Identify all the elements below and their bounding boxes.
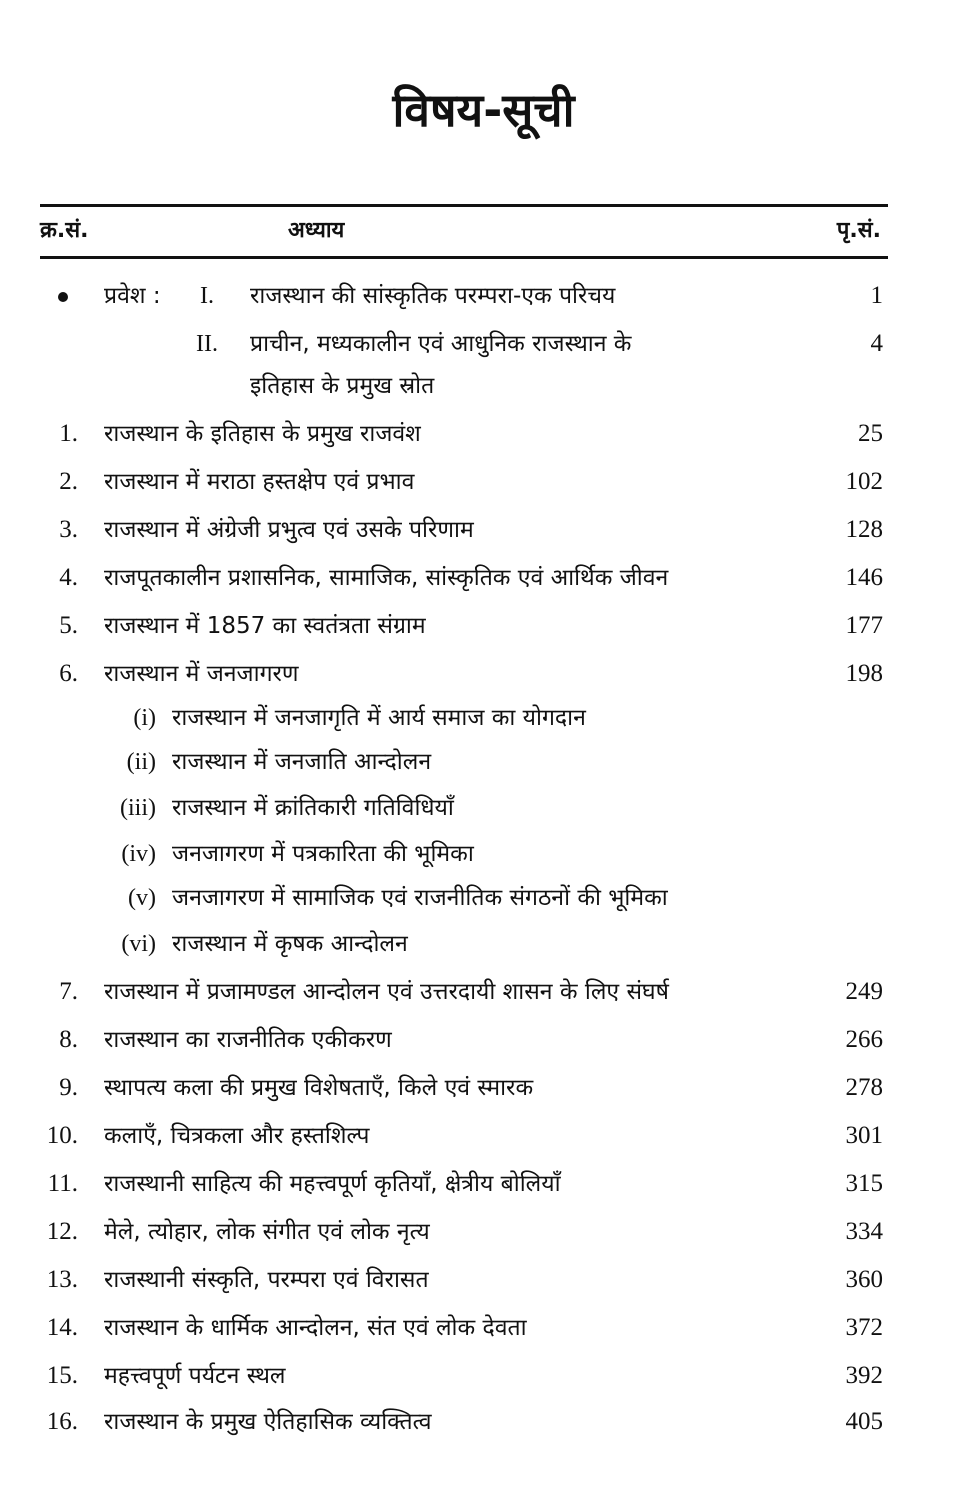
toc-subsection-row[interactable] (0, 834, 967, 874)
toc-row[interactable] (0, 654, 967, 694)
subsection-title: राजस्थान में जनजाति आन्दोलन (172, 749, 432, 775)
intro-item-1[interactable] (0, 276, 967, 316)
header-page: पृ.सं. (836, 218, 881, 243)
page-number: 25 (858, 420, 883, 447)
chapter-title: महत्त्वपूर्ण पर्यटन स्थल (104, 1363, 286, 1389)
roman-numeral: I. (200, 283, 214, 309)
toc-row[interactable] (0, 558, 967, 598)
toc-row[interactable] (0, 1308, 967, 1348)
chapter-title: राजस्थान में अंग्रेजी प्रभुत्व एवं उसके परिणाम (104, 517, 474, 543)
subsection-number: (v) (128, 885, 156, 911)
chapter-number: 16. (46, 1408, 78, 1435)
intro-item-2[interactable] (0, 324, 967, 364)
toc-row[interactable] (0, 1402, 967, 1442)
toc-subsection-row[interactable] (0, 742, 967, 782)
header-serial: क्र.सं. (40, 218, 89, 243)
chapter-title: राजस्थानी संस्कृति, परम्परा एवं विरासत (104, 1267, 429, 1293)
subsection-title: राजस्थान में क्रांतिकारी गतिविधियाँ (172, 795, 454, 821)
chapter-title: राजस्थान का राजनीतिक एकीकरण (104, 1027, 392, 1053)
toc-subsection-row[interactable] (0, 698, 967, 738)
chapter-number: 2. (59, 468, 78, 495)
intro-label: प्रवेश : (104, 283, 161, 309)
toc-row[interactable] (0, 972, 967, 1012)
header-bottom-rule (40, 256, 888, 259)
page-number: 334 (845, 1218, 883, 1245)
subsection-title: जनजागरण में सामाजिक एवं राजनीतिक संगठनों की भूमिका (172, 885, 668, 911)
toc-row[interactable] (0, 1068, 967, 1108)
toc-row[interactable] (0, 414, 967, 454)
chapter-number: 9. (59, 1074, 78, 1101)
chapter-title: राजस्थानी साहित्य की महत्त्वपूर्ण कृतियाँ, क्षेत्रीय बोलियाँ (104, 1171, 561, 1197)
chapter-title: राजस्थान के प्रमुख ऐतिहासिक व्यक्तित्व (104, 1409, 432, 1435)
chapter-title-line2: इतिहास के प्रमुख स्रोत (250, 373, 435, 399)
page-number: 360 (845, 1266, 883, 1293)
page-number: 372 (845, 1314, 883, 1341)
toc-row[interactable] (0, 1212, 967, 1252)
subsection-title: राजस्थान में कृषक आन्दोलन (172, 931, 408, 957)
header-chapter: अध्याय (288, 218, 345, 243)
subsection-number: (iv) (121, 841, 156, 867)
page-number: 278 (845, 1074, 883, 1101)
chapter-number: 8. (59, 1026, 78, 1053)
chapter-title: राजस्थान में मराठा हस्तक्षेप एवं प्रभाव (104, 469, 415, 495)
subsection-number: (vi) (121, 931, 156, 957)
page-number: 4 (870, 330, 883, 357)
page-number: 315 (845, 1170, 883, 1197)
chapter-number: 4. (59, 564, 78, 591)
chapter-number: 11. (47, 1170, 78, 1197)
page-number: 1 (870, 282, 883, 309)
chapter-number: 5. (59, 612, 78, 639)
page-number: 405 (845, 1408, 883, 1435)
chapter-title: प्राचीन, मध्यकालीन एवं आधुनिक राजस्थान के (250, 331, 632, 357)
toc-subsection-row[interactable] (0, 788, 967, 828)
toc-subsection-row[interactable] (0, 878, 967, 918)
toc-row[interactable] (0, 1116, 967, 1156)
toc-row[interactable] (0, 1164, 967, 1204)
chapter-number: 12. (46, 1218, 78, 1245)
toc-row[interactable] (0, 510, 967, 550)
chapter-title: राजपूतकालीन प्रशासनिक, सामाजिक, सांस्कृतिक एवं आर्थिक जीवन (104, 565, 669, 591)
intro-item-2-continued (0, 366, 967, 406)
page-number: 102 (845, 468, 883, 495)
header-top-rule (40, 204, 888, 207)
chapter-number: 6. (59, 660, 78, 687)
chapter-number: 3. (59, 516, 78, 543)
page-number: 249 (845, 978, 883, 1005)
chapter-title: राजस्थान में 1857 का स्वतंत्रता संग्राम (104, 613, 426, 639)
page-number: 146 (845, 564, 883, 591)
chapter-number: 1. (59, 420, 78, 447)
toc-row[interactable] (0, 606, 967, 646)
toc-row[interactable] (0, 1020, 967, 1060)
chapter-number: 15. (46, 1362, 78, 1389)
toc-subsection-row[interactable] (0, 924, 967, 964)
toc-row[interactable] (0, 1356, 967, 1396)
chapter-title: राजस्थान के इतिहास के प्रमुख राजवंश (104, 421, 421, 447)
chapter-title: कलाएँ, चित्रकला और हस्तशिल्प (104, 1123, 370, 1149)
chapter-number: 10. (46, 1122, 78, 1149)
page-number: 198 (845, 660, 883, 687)
subsection-number: (i) (133, 705, 156, 731)
subsection-number: (iii) (120, 795, 156, 821)
chapter-title: मेले, त्योहार, लोक संगीत एवं लोक नृत्य (104, 1219, 430, 1245)
subsection-title: जनजागरण में पत्रकारिता की भूमिका (172, 841, 474, 867)
page-number: 301 (845, 1122, 883, 1149)
subsection-number: (ii) (126, 749, 156, 775)
chapter-title: राजस्थान में जनजागरण (104, 661, 299, 687)
chapter-number: 7. (59, 978, 78, 1005)
bullet-icon (58, 292, 68, 302)
chapter-title: स्थापत्य कला की प्रमुख विशेषताएँ, किले एवं स्मारक (104, 1075, 534, 1101)
toc-row[interactable] (0, 1260, 967, 1300)
page-number: 392 (845, 1362, 883, 1389)
chapter-title: राजस्थान के धार्मिक आन्दोलन, संत एवं लोक देवता (104, 1315, 527, 1341)
toc-row[interactable] (0, 462, 967, 502)
chapter-title: राजस्थान की सांस्कृतिक परम्परा-एक परिचय (250, 283, 616, 309)
roman-numeral: II. (196, 331, 218, 357)
page-number: 128 (845, 516, 883, 543)
subsection-title: राजस्थान में जनजागृति में आर्य समाज का योगदान (172, 705, 586, 731)
chapter-title: राजस्थान में प्रजामण्डल आन्दोलन एवं उत्तरदायी शासन के लिए संघर्ष (104, 979, 669, 1005)
chapter-number: 14. (46, 1314, 78, 1341)
page-number: 266 (845, 1026, 883, 1053)
chapter-number: 13. (46, 1266, 78, 1293)
page-number: 177 (845, 612, 883, 639)
page-title: विषय-सूची (392, 83, 575, 137)
